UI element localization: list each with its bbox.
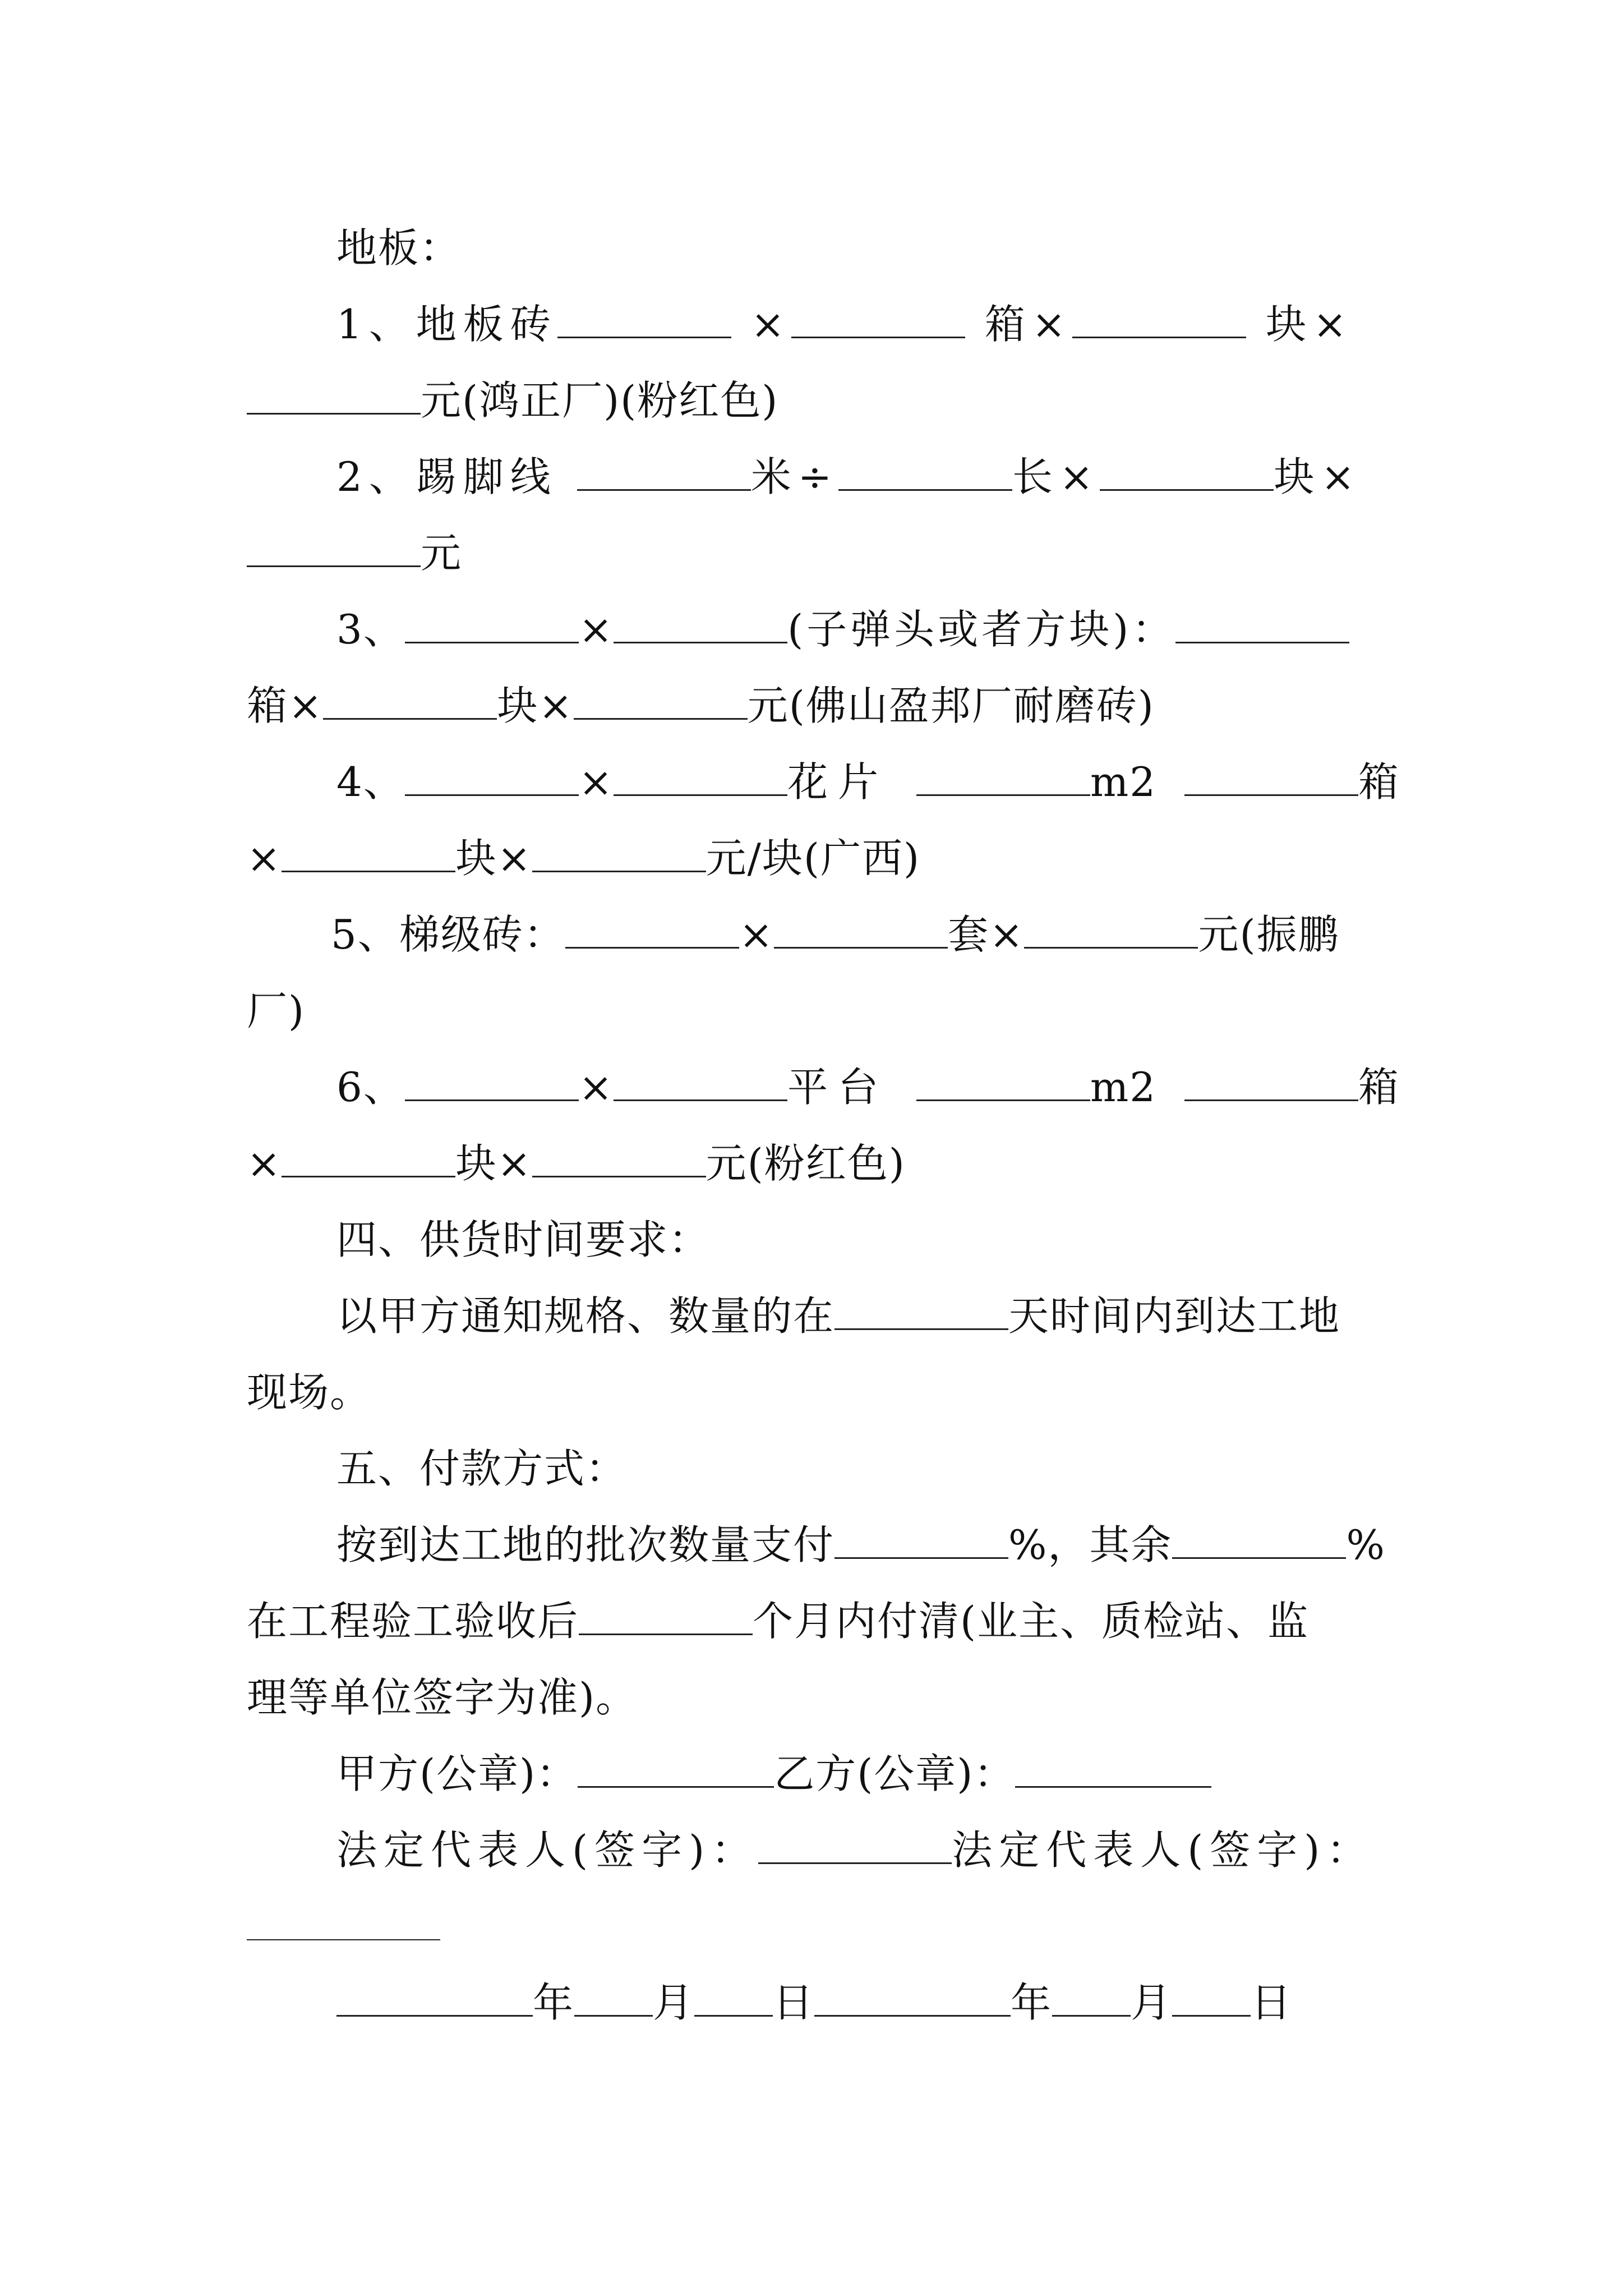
year-label: 年 — [533, 1979, 575, 2026]
box-unit: 箱 — [1358, 1064, 1400, 1111]
blank[interactable] — [565, 913, 739, 949]
blank[interactable] — [614, 1066, 787, 1101]
section-4-line2 — [247, 1364, 371, 1420]
date-b-month-blank[interactable] — [1052, 1981, 1131, 2017]
times-sign: × — [247, 835, 282, 882]
item-5-tail: 元(振鹏 — [1198, 911, 1340, 958]
date-line — [336, 1975, 1292, 2031]
party-a-rep-blank[interactable] — [758, 1829, 952, 1864]
percent-sign: % — [1346, 1521, 1386, 1568]
date-a-year-blank[interactable] — [336, 1981, 533, 2017]
item-2-label: 2、踢脚线 — [336, 453, 557, 500]
blank[interactable] — [774, 913, 948, 949]
item-2-line2 — [247, 525, 462, 581]
blank[interactable] — [282, 837, 455, 872]
blank[interactable] — [532, 837, 706, 872]
section-5-line2 — [247, 1593, 1309, 1649]
blank[interactable] — [838, 455, 1012, 491]
blank[interactable] — [791, 303, 965, 338]
blank[interactable] — [1100, 455, 1274, 491]
payment-text-a: 按到达工地的批次数量支付 — [336, 1521, 835, 1568]
blank[interactable] — [1175, 608, 1349, 643]
item-4-line2 — [247, 830, 920, 886]
item-5-tail-cont: 厂) — [247, 987, 306, 1034]
times-sign: × — [739, 911, 774, 958]
blank[interactable] — [557, 303, 731, 338]
payment-text-c: 个月内付清(业主、质检站、监 — [753, 1598, 1310, 1645]
party-b-rep-blank[interactable] — [247, 1906, 440, 1940]
month-label: 月 — [1131, 1979, 1173, 2026]
times-sign: × — [247, 1140, 282, 1187]
item-5-line2 — [247, 983, 305, 1039]
item-3-line2 — [247, 678, 1155, 734]
blank[interactable] — [532, 1142, 706, 1177]
blank[interactable] — [834, 1295, 1008, 1330]
blank[interactable] — [405, 1066, 579, 1101]
section-4-heading — [336, 1212, 710, 1268]
m2-unit: m2 — [1090, 758, 1157, 806]
section-5-line1 — [336, 1517, 1386, 1573]
set-unit: 套× — [948, 911, 1025, 958]
blank[interactable] — [1172, 1524, 1346, 1559]
block-unit: 块× — [455, 1140, 532, 1187]
blank[interactable] — [1184, 1066, 1358, 1101]
representative-line — [336, 1822, 1373, 1878]
section-5-heading-text: 五、付款方式： — [336, 1445, 628, 1492]
section-4-line1 — [336, 1288, 1340, 1344]
payment-text-d: 理等单位签字为准)。 — [247, 1674, 638, 1721]
date-a-day-blank[interactable] — [694, 1981, 773, 2017]
date-b-day-blank[interactable] — [1172, 1981, 1251, 2017]
box-unit: 箱 — [1358, 758, 1400, 806]
section-5-line3 — [247, 1669, 637, 1726]
blank[interactable] — [614, 761, 787, 796]
item-5-line1 — [331, 907, 1340, 963]
blank[interactable] — [405, 761, 579, 796]
representative-line2 — [247, 1898, 440, 1954]
length-unit: 长× — [1012, 453, 1100, 500]
date-a-month-blank[interactable] — [574, 1981, 653, 2017]
section-5-heading — [336, 1441, 627, 1497]
month-label: 月 — [653, 1979, 695, 2026]
item-6-label: 6、 — [336, 1064, 405, 1111]
block-unit: 块× — [455, 835, 532, 882]
block-unit: 块× — [1266, 301, 1354, 348]
blank[interactable] — [1024, 913, 1198, 949]
blank[interactable] — [1072, 303, 1246, 338]
box-unit: 箱× — [247, 682, 324, 729]
blank[interactable] — [579, 1600, 753, 1635]
party-a-rep-label: 法定代表人(签字)： — [336, 1826, 759, 1874]
blank[interactable] — [1184, 761, 1358, 796]
blank[interactable] — [574, 684, 748, 720]
item-3-line1 — [336, 601, 1349, 657]
party-a-seal-label: 甲方(公章)： — [336, 1750, 578, 1797]
item-6-line2 — [247, 1135, 906, 1191]
times-sign: × — [578, 758, 614, 806]
item-6-line1 — [336, 1059, 1400, 1115]
blank[interactable] — [247, 532, 421, 567]
platform-label: 平台 — [787, 1064, 889, 1111]
party-a-seal-blank[interactable] — [578, 1752, 774, 1788]
m2-unit: m2 — [1090, 1064, 1157, 1111]
item-3-tail: 元(佛山盈邦厂耐磨砖) — [747, 682, 1155, 729]
day-label: 日 — [773, 1979, 815, 2026]
blank[interactable] — [282, 1142, 455, 1177]
delivery-text-c: 现场。 — [247, 1369, 372, 1416]
times-sign: × — [578, 1064, 614, 1111]
times-sign: × — [578, 606, 614, 653]
party-seal-line — [336, 1746, 1211, 1802]
item-4-label: 4、 — [336, 758, 405, 806]
section-4-heading-text: 四、供货时间要求： — [336, 1216, 711, 1263]
blank[interactable] — [834, 1524, 1008, 1559]
times-sign: × — [750, 301, 792, 348]
date-b-year-blank[interactable] — [814, 1981, 1011, 2017]
item-2-line1 — [336, 449, 1362, 505]
item-1-label: 1、地板砖 — [336, 301, 557, 348]
day-label: 日 — [1251, 1979, 1293, 2026]
payment-percent-rest: %，其余 — [1008, 1521, 1173, 1568]
item-1-tail: 元(鸿正厂)(粉红色) — [421, 377, 779, 424]
bullet-or-square-note: (子弹头或者方块)： — [787, 606, 1176, 653]
flower-tile-label: 花片 — [787, 758, 889, 806]
item-2-tail: 元 — [421, 530, 463, 577]
item-1-line1 — [336, 296, 1354, 352]
party-b-seal-blank[interactable] — [1015, 1752, 1211, 1788]
blank[interactable] — [916, 1066, 1090, 1101]
blank[interactable] — [405, 608, 579, 643]
blank[interactable] — [247, 379, 421, 415]
item-4-tail: 元/块(广西) — [706, 835, 921, 882]
item-3-label: 3、 — [336, 606, 405, 653]
blank[interactable] — [916, 761, 1090, 796]
item-1-line2 — [247, 372, 778, 429]
item-4-line1 — [336, 754, 1400, 810]
block-unit: 块× — [497, 682, 574, 729]
item-5-label: 5、梯级砖： — [331, 911, 565, 958]
party-b-seal-label: 乙方(公章)： — [774, 1750, 1016, 1797]
item-6-tail: 元(粉红色) — [706, 1140, 906, 1187]
payment-text-b: 在工程验工验收后 — [247, 1598, 579, 1645]
delivery-text-b: 天时间内到达工地 — [1008, 1292, 1341, 1340]
party-b-rep-label: 法定代表人(签字)： — [952, 1826, 1374, 1874]
box-unit: 箱× — [984, 301, 1073, 348]
block-unit: 块× — [1274, 453, 1362, 500]
floor-heading — [336, 220, 461, 276]
year-label: 年 — [1011, 1979, 1053, 2026]
blank[interactable] — [577, 455, 751, 491]
floor-heading-text: 地板： — [336, 224, 462, 272]
delivery-text-a: 以甲方通知规格、数量的在 — [336, 1292, 835, 1340]
blank[interactable] — [323, 684, 497, 720]
blank[interactable] — [614, 608, 787, 643]
meter-unit: 米÷ — [750, 453, 839, 500]
